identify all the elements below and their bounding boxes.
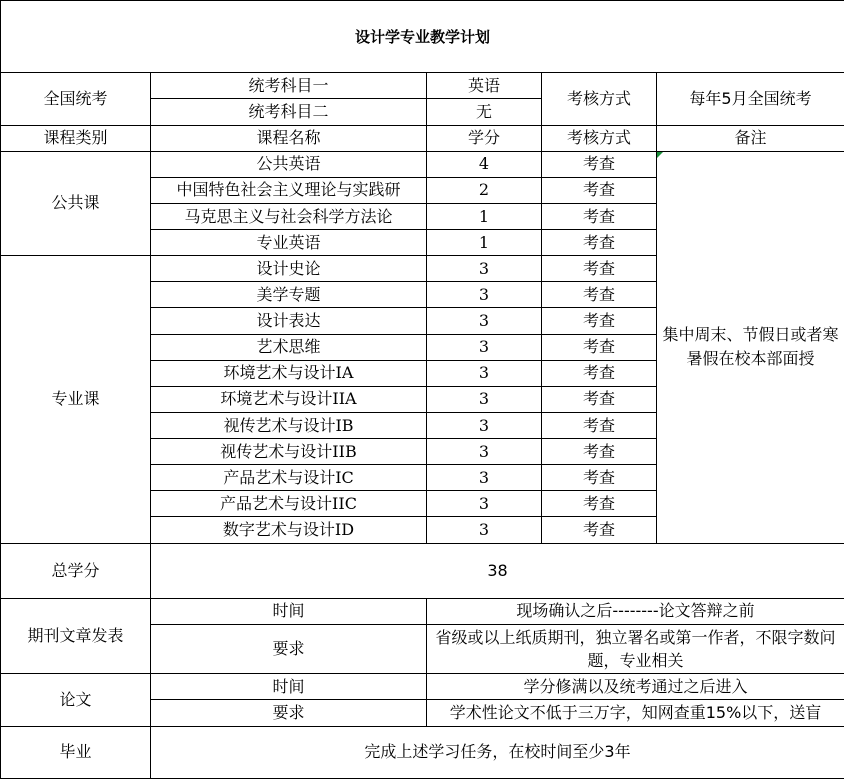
course-credits: 2 — [427, 177, 542, 203]
course-name: 专业英语 — [151, 230, 427, 256]
journal-time-label: 时间 — [151, 598, 427, 624]
journal-req-label: 要求 — [151, 625, 427, 674]
major-course-label: 专业课 — [1, 256, 151, 543]
course-method: 考查 — [542, 517, 657, 543]
header-course-name: 课程名称 — [151, 125, 427, 151]
public-course-label: 公共课 — [1, 151, 151, 256]
header-remarks: 备注 — [657, 125, 844, 151]
exam-method-label: 考核方式 — [542, 73, 657, 125]
course-name: 公共英语 — [151, 151, 427, 177]
course-name: 中国特色社会主义理论与实践研 — [151, 177, 427, 203]
course-method: 考查 — [542, 203, 657, 229]
course-name: 艺术思维 — [151, 334, 427, 360]
course-credits: 3 — [427, 256, 542, 282]
course-method: 考查 — [542, 151, 657, 177]
course-method: 考查 — [542, 177, 657, 203]
remarks-note-text: 集中周末、节假日或者寒暑假在校本部面授 — [662, 325, 839, 369]
course-method: 考查 — [542, 491, 657, 517]
course-name: 产品艺术与设计IC — [151, 465, 427, 491]
course-method: 考查 — [542, 334, 657, 360]
exam-subject1-value: 英语 — [427, 73, 542, 99]
header-category: 课程类别 — [1, 125, 151, 151]
course-credits: 4 — [427, 151, 542, 177]
course-name: 马克思主义与社会科学方法论 — [151, 203, 427, 229]
column-header-row — [1, 125, 844, 151]
course-method: 考查 — [542, 308, 657, 334]
graduation-value: 完成上述学习任务，在校时间至少3年 — [151, 726, 844, 778]
journal-req-value: 省级或以上纸质期刊，独立署名或第一作者，不限字数问题，专业相关 — [427, 625, 844, 674]
course-credits: 3 — [427, 308, 542, 334]
header-method: 考核方式 — [542, 125, 657, 151]
exam-subject2-label: 统考科目二 — [151, 99, 427, 125]
table-row — [1, 151, 844, 177]
course-method: 考查 — [542, 386, 657, 412]
journal-label: 期刊文章发表 — [1, 598, 151, 673]
page-title: 设计学专业教学计划 — [1, 1, 844, 73]
course-name: 数字艺术与设计ID — [151, 517, 427, 543]
course-method: 考查 — [542, 360, 657, 386]
course-method: 考查 — [542, 282, 657, 308]
course-name: 环境艺术与设计IIA — [151, 386, 427, 412]
corner-mark-icon — [657, 152, 663, 158]
national-exam-label: 全国统考 — [1, 73, 151, 125]
exam-method-value: 每年5月全国统考 — [657, 73, 844, 125]
exam-subject1-label: 统考科目一 — [151, 73, 427, 99]
course-credits: 3 — [427, 517, 542, 543]
thesis-req-label: 要求 — [151, 700, 427, 726]
course-name: 视传艺术与设计IIB — [151, 439, 427, 465]
course-name: 设计史论 — [151, 256, 427, 282]
course-credits: 3 — [427, 360, 542, 386]
header-credits: 学分 — [427, 125, 542, 151]
course-name: 视传艺术与设计IB — [151, 412, 427, 438]
course-credits: 3 — [427, 282, 542, 308]
course-name: 美学专题 — [151, 282, 427, 308]
thesis-label: 论文 — [1, 674, 151, 726]
graduation-label: 毕业 — [1, 726, 151, 778]
journal-time-value: 现场确认之后--------论文答辩之前 — [427, 598, 844, 624]
course-credits: 1 — [427, 203, 542, 229]
total-credits-label: 总学分 — [1, 543, 151, 598]
course-credits: 3 — [427, 412, 542, 438]
thesis-time-label: 时间 — [151, 674, 427, 700]
course-credits: 3 — [427, 491, 542, 517]
course-name: 环境艺术与设计IA — [151, 360, 427, 386]
course-credits: 1 — [427, 230, 542, 256]
remarks-note — [657, 151, 844, 543]
total-credits-value: 38 — [151, 543, 844, 598]
thesis-req-value: 学术性论文不低于三万字，知网查重15%以下，送盲 — [427, 700, 844, 726]
course-method: 考查 — [542, 439, 657, 465]
exam-subject2-value: 无 — [427, 99, 542, 125]
course-credits: 3 — [427, 334, 542, 360]
thesis-time-value: 学分修满以及统考通过之后进入 — [427, 674, 844, 700]
course-method: 考查 — [542, 412, 657, 438]
course-name: 设计表达 — [151, 308, 427, 334]
course-credits: 3 — [427, 386, 542, 412]
course-credits: 3 — [427, 439, 542, 465]
course-method: 考查 — [542, 230, 657, 256]
course-method: 考查 — [542, 256, 657, 282]
course-method: 考查 — [542, 465, 657, 491]
course-name: 产品艺术与设计IIC — [151, 491, 427, 517]
course-credits: 3 — [427, 465, 542, 491]
